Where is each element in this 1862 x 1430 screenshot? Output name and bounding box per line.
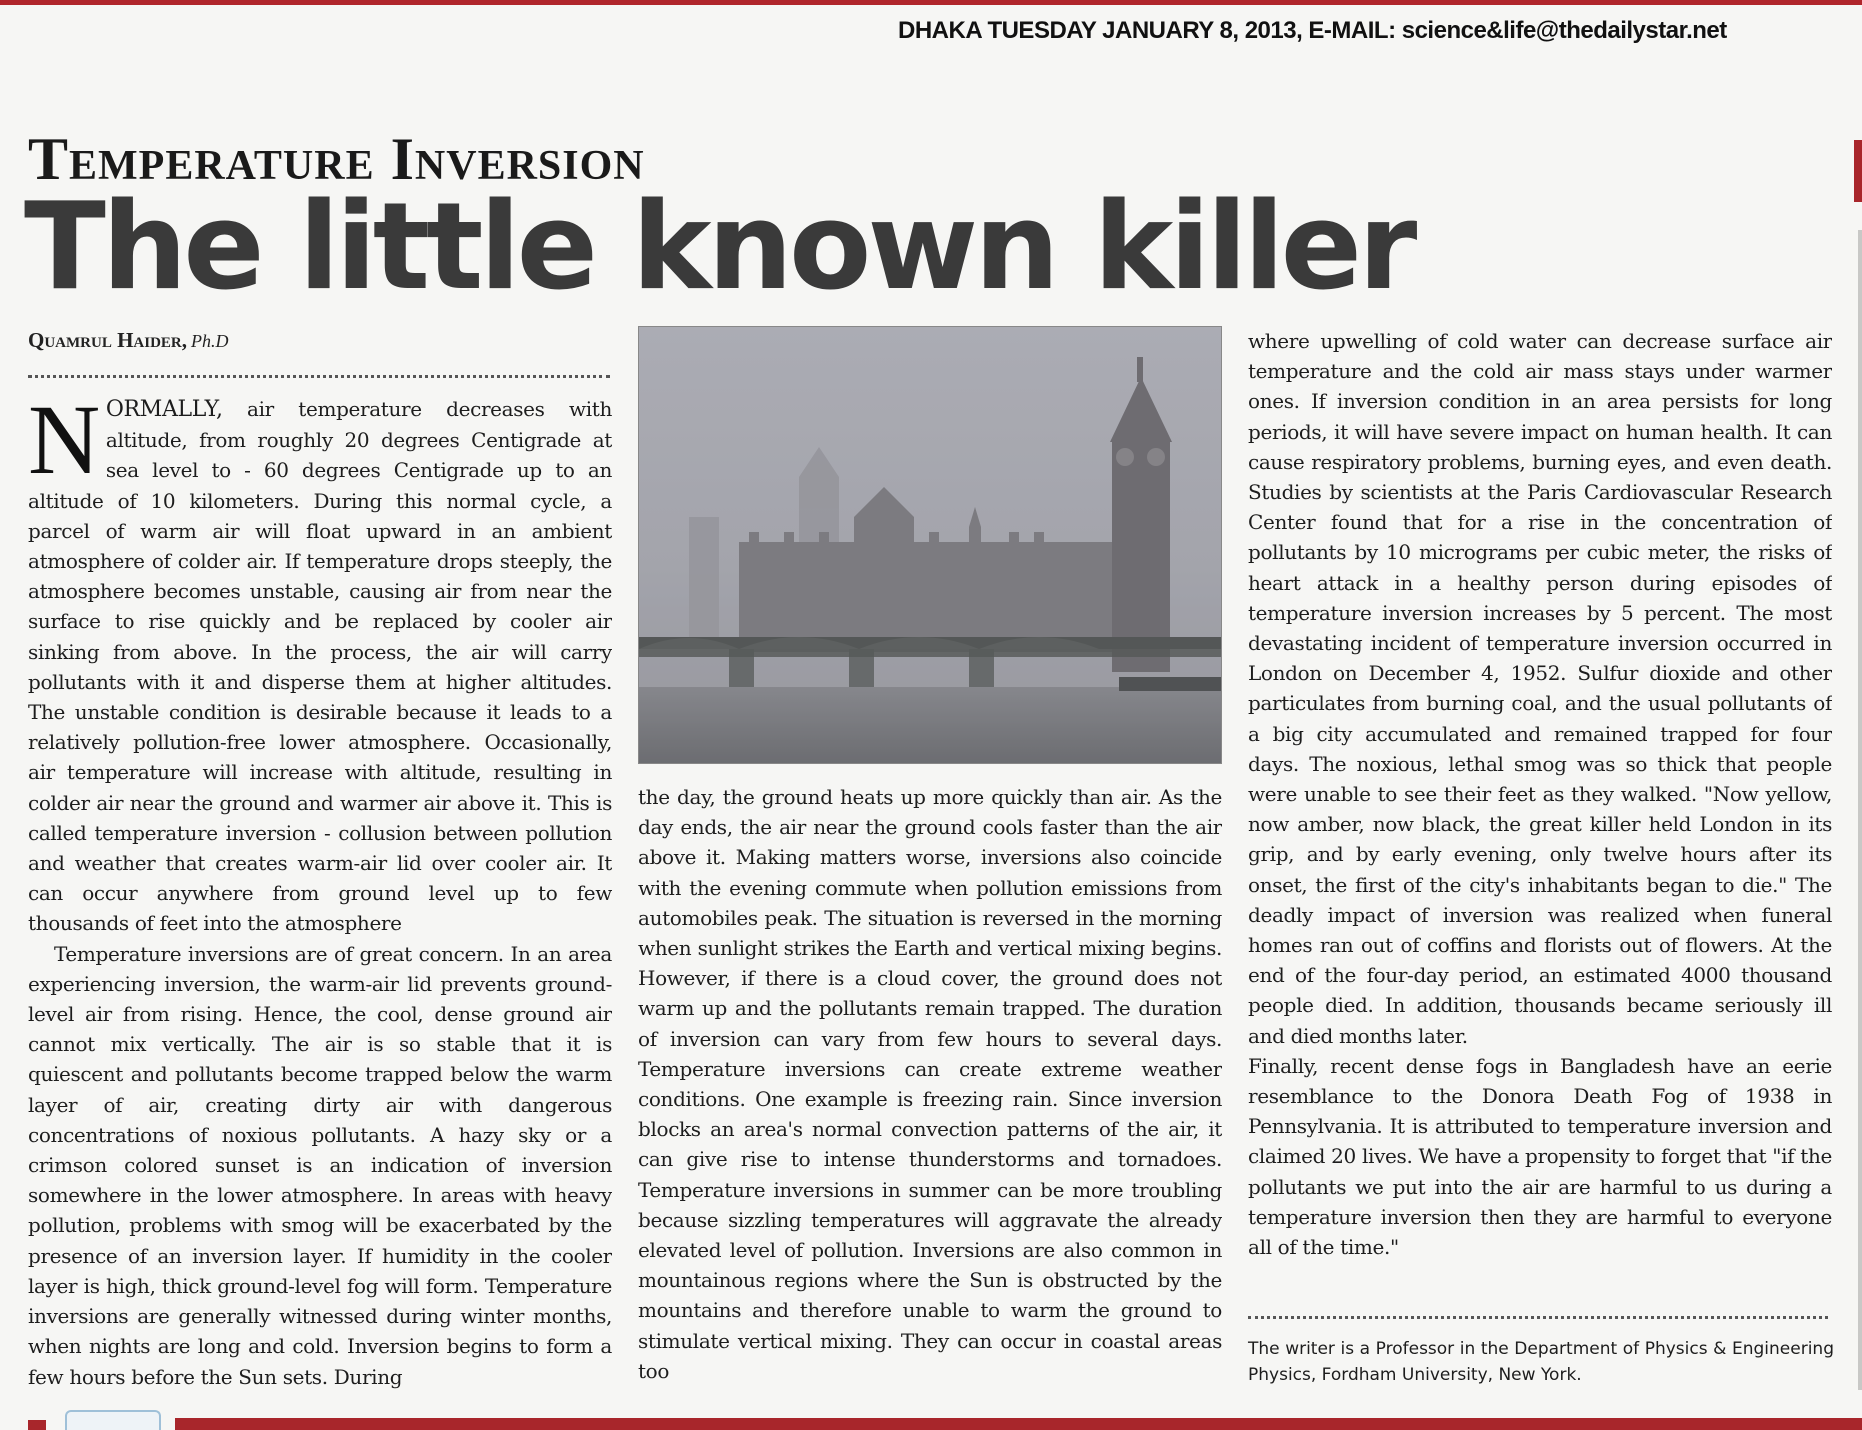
lead-smallcaps: ORMALLY, [105,397,223,422]
paragraph-2: Temperature inversions are of great concern. In an area experiencing inversion, the warm-air lid prevents ground-level air from rising. Hence, the cool, dense ground air cannot mix vertically. The air is so stable that it is quiescent and pollutants become trapped below the warm layer of air, creating dirty air with dangerous concentrations of noxious pollutants. A hazy sky or a crimson colored sunset is an indication of inversion somewhere in the lower atmosphere. In areas with heavy pollution, problems with smog will be exacerbated by the presence of an inversion layer. If humidity in the cooler layer is high, thick ground-level fog will form. Temperature inversions are generally witnessed during winter months, when nights are long and cold. Inversion begins to form a few hours before the Sun sets. During [28,941,612,1389]
article-headline: The little known killer [24,178,1414,317]
top-rule [0,0,1862,5]
author-note-divider [1248,1316,1828,1319]
paragraph-5: Finally, recent dense fogs in Bangladesh have an eerie resemblance to the Donora Death Fog of 1938 in Pennsylvania. It is attributed to temperature inversion and claimed 20 lives. We have a propensity to forget that "if the pollutants we put into the air are harmful to us during a temperature inversion then they are harmful to everyone all of the time." [1248,1053,1832,1260]
paragraph-1: air temperature decreases with altitude, from roughly 20 degrees Centigrade at sea level to - 60 degrees Centigrade up to an altitude of 10 kilometers. During this normal cycle, a parcel of warm air will float upward in an ambient atmosphere of colder air. If temperature drops steeply, the atmosphere becomes unstable, causing air from near the surface to rise quickly and be replaced by cooler air sinking from above. In the process, the air will carry pollutants with it and disperse them at higher altitudes. The unstable condition is desirable because it leads to a relatively pollution-free lower atmosphere. Occasionally, air temperature will increase with altitude, resulting in colder air near the ground and warmer air above it. This is called temperature inversion - collusion between pollution and weather that creates warm-air lid over cooler air. It can occur anywhere from ground level up to few thousands of feet into the atmosphere [28,397,612,936]
bottom-rule [175,1418,1862,1430]
fog-scene-graphic [639,327,1222,764]
paragraph-3: the day, the ground heats up more quickly than air. As the day ends, the air near the ground cools faster than the air above it. Making matters worse, inversions also coincide with the evening commute when pollution emissions from automobiles peak. The situation is reversed in the morning when sunlight strikes the Earth and vertical mixing begins. However, if there is a cloud cover, the ground does not warm up and the pollutants remain trapped. The duration of inversion can vary from few hours to several days. Temperature inversions can create extreme weather conditions. One example is freezing rain. Since inversion blocks an area's normal convection patterns of the air, it can give rise to intense thunderstorms and tornadoes. Temperature inversions in summer can be more troubling because sizzling temperatures will aggravate the already elevated level of pollution. Inversions are also common in mountainous regions where the Sun is obstructed by the mountains and therefore unable to warm the ground to stimulate vertical mixing. They can occur in coastal areas too [638,785,1222,1383]
page-edge-shadow [1858,230,1862,1390]
dateline: DHAKA TUESDAY JANUARY 8, 2013, E-MAIL: science&life@thedailystar.net [898,17,1727,44]
page-edge-marker [1854,140,1862,202]
author-note: The writer is a Professor in the Department of Physics & Engineering Physics, Fordham University, New York. [1248,1339,1834,1385]
byline-divider [28,375,610,378]
byline-degree: Ph.D [191,331,229,351]
bottom-tab [65,1410,161,1430]
lead-paragraph [28,394,612,939]
article-kicker: Temperature Inversion [28,126,645,192]
paragraph-4: where upwelling of cold water can decrease surface air temperature and the cold air mass stays under warmer ones. If inversion condition in an area persists for long periods, it will have severe impact on human health. It can cause respiratory problems, burning eyes, and even death. Studies by scientists at the Paris Cardiovascular Research Center found that for a rise in the concentration of pollutants by 10 micrograms per cubic meter, the risks of heart attack in a healthy person during episodes of temperature inversion increases by 5 percent. The most devastating incident of temperature inversion occurred in London on December 4, 1952. Sulfur dioxide and other particulates from burning coal, and the usual pollutants of a big city accumulated and remained trapped for four days. The noxious, lethal smog was so thick that people were unable to see their feet as they walked. "Now yellow, now amber, now black, the great killer held London in its grip, and by early evening, only twelve hours after its onset, the first of the city's inhabitants began to die." The deadly impact of inversion was realized when funeral homes ran out of coffins and florists out of flowers. At the end of the four-day period, an estimated 4000 thousand people died. In addition, thousands became seriously ill and died months later. [1248,329,1832,1048]
dropcap: N [28,394,100,495]
article-column-2 [638,782,1222,1394]
byline-name: Quamrul Haider, [28,328,188,352]
article-photo-foggy-london [638,326,1222,764]
article-column-1 [28,394,612,1394]
article-column-3 [1248,326,1832,1300]
bottom-marker [28,1420,46,1430]
byline [28,328,229,353]
